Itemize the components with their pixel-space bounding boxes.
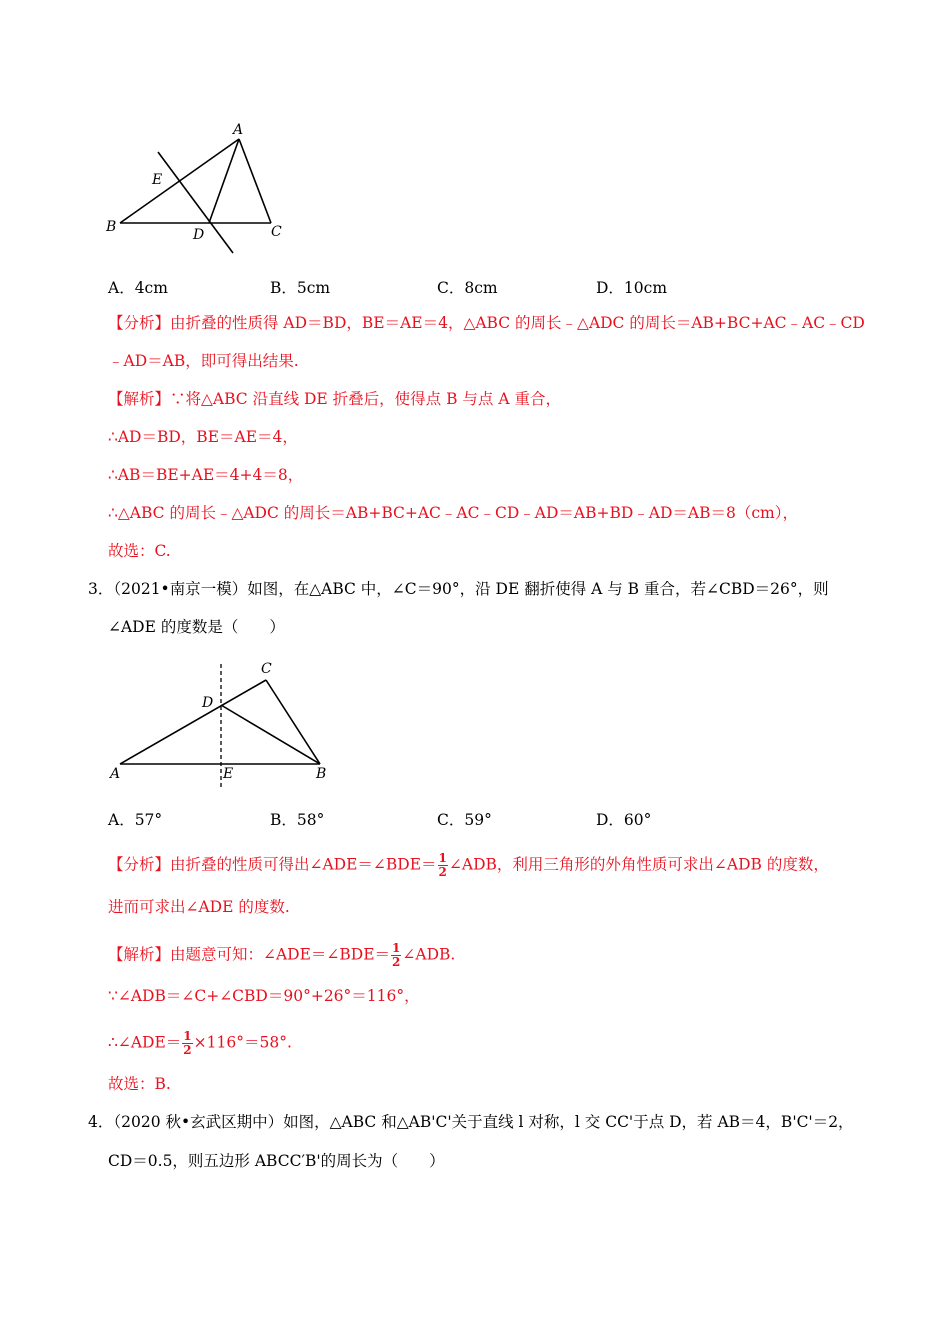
segment-ad <box>209 139 239 223</box>
q3-option-b: B．58° <box>270 811 325 829</box>
q3-analysis-line-2: 进而可求出∠ADE 的度数. <box>108 898 290 916</box>
q2-solution-line-3: ∴AB＝BE+AE＝4+4＝8， <box>108 466 304 484</box>
figure-2-right-triangle <box>100 650 340 800</box>
segment-cb <box>266 680 320 764</box>
q3-solution-line-1 <box>108 942 455 969</box>
label-b: B <box>106 219 117 235</box>
segment-ac <box>239 139 271 223</box>
q2-option-a: A．4cm <box>108 279 168 297</box>
label-d: D <box>193 227 205 243</box>
segment-db <box>221 705 320 764</box>
q3-solution-l3-pre: ∴∠ADE＝ <box>108 1033 182 1052</box>
q4-stem-line-2: CD＝0.5，则五边形 ABCC′B'的周长为（ ） <box>108 1152 445 1170</box>
q3-analysis-line-1 <box>108 852 829 879</box>
q3-solution-text-post: ∠ADB. <box>402 945 456 964</box>
q3-solution-l3-post: ×116°＝58°. <box>193 1033 292 1052</box>
q3-option-d: D．60° <box>596 811 652 829</box>
segment-ac <box>120 680 266 764</box>
q3-stem-line-2: ∠ADE 的度数是（ ） <box>108 618 285 636</box>
q2-option-b: B．5cm <box>270 279 331 297</box>
label-e: E <box>223 766 234 782</box>
label-a: A <box>110 766 121 782</box>
q4-stem-line-1: 4．（2020 秋•玄武区期中）如图，△ABC 和△AB'C'关于直线 l 对称，l 交 CC'于点 D，若 AB＝4，B'C'＝2， <box>88 1113 854 1131</box>
q2-option-c: C．8cm <box>437 279 498 297</box>
q2-answer: 故选：C. <box>108 542 171 560</box>
q2-analysis-line-1: 【分析】由折叠的性质得 AD＝BD，BE＝AE＝4，△ABC 的周长﹣△ADC 的周长＝AB+BC+AC﹣AC﹣CD <box>108 314 865 332</box>
q2-solution-line-4: ∴△ABC 的周长﹣△ADC 的周长＝AB+BC+AC﹣AC﹣CD﹣AD＝AB+BD﹣AD＝AB＝8（cm）， <box>108 504 798 522</box>
q2-analysis-line-2: ﹣AD＝AB，即可得出结果. <box>108 352 299 370</box>
q2-option-d: D．10cm <box>596 279 668 297</box>
fraction-half: $\frac{1}{2}$ <box>392 941 401 969</box>
label-d: D <box>202 695 214 711</box>
q3-stem-line-1: 3．（2021•南京一模）如图，在△ABC 中，∠C＝90°，沿 DE 翻折使得 A 与 B 重合，若∠CBD＝26°，则 <box>88 580 829 598</box>
label-c: C <box>271 224 282 240</box>
figure-1-triangle-fold <box>100 118 300 258</box>
q3-analysis-text-post: ∠ADB，利用三角形的外角性质可求出∠ADB 的度数， <box>448 855 829 874</box>
label-a: A <box>233 122 244 138</box>
q3-option-c: C．59° <box>437 811 492 829</box>
q3-option-a: A．57° <box>108 811 163 829</box>
q3-answer: 故选：B. <box>108 1075 171 1093</box>
label-e: E <box>152 172 163 188</box>
q2-solution-line-2: ∴AD＝BD，BE＝AE＝4， <box>108 428 298 446</box>
fraction-half: $\frac{1}{2}$ <box>438 851 447 879</box>
q2-solution-line-1: 【解析】∵将△ABC 沿直线 DE 折叠后，使得点 B 与点 A 重合， <box>108 390 561 408</box>
q3-solution-text-pre: 【解析】由题意可知：∠ADE＝∠BDE＝ <box>108 945 391 964</box>
fraction-half: $\frac{1}{2}$ <box>183 1029 192 1057</box>
q3-analysis-text-pre: 【分析】由折叠的性质可得出∠ADE＝∠BDE＝ <box>108 855 437 874</box>
q3-solution-line-2: ∵∠ADB＝∠C+∠CBD＝90°+26°＝116°， <box>108 987 420 1005</box>
label-c: C <box>261 661 272 677</box>
label-b: B <box>316 766 327 782</box>
q3-solution-line-3 <box>108 1030 292 1057</box>
